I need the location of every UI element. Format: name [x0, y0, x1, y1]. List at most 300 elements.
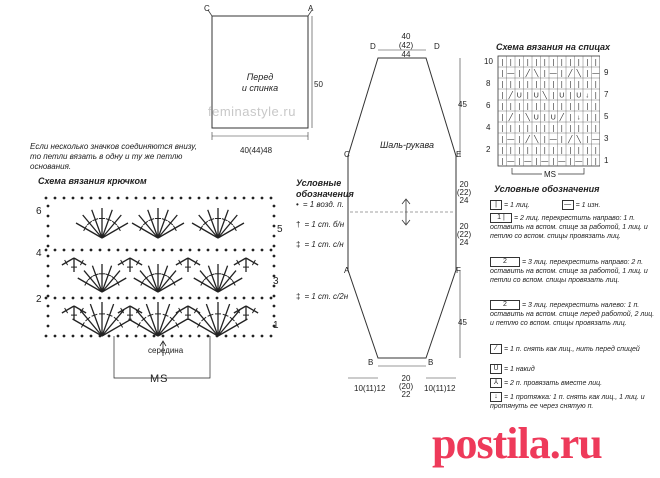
stitch-line	[118, 306, 130, 313]
chain-dot	[144, 249, 147, 252]
knit-cell-symbol: —	[524, 158, 532, 166]
knit-cell-symbol: |	[543, 81, 546, 89]
knit-cell-symbol: |	[552, 81, 555, 89]
stitch-line	[158, 266, 168, 292]
knit-row-4: 4	[486, 123, 491, 132]
stitch-line	[188, 258, 200, 265]
crochet-legend-sc: = 1 ст. б/н	[304, 220, 345, 229]
knit-cell-symbol: |	[526, 125, 529, 133]
chain-dot	[198, 249, 201, 252]
chain-dot	[270, 297, 273, 300]
knit-cell-symbol: |	[543, 70, 546, 78]
chain-dot	[47, 215, 50, 218]
stitch-line	[246, 258, 258, 265]
knit-cell-symbol: |	[509, 103, 512, 111]
stitch-line	[218, 266, 228, 292]
stitch-line	[234, 306, 246, 313]
knit-cell-symbol: ╲	[576, 70, 581, 78]
stitch-line	[78, 278, 102, 292]
stitch-line	[218, 278, 242, 292]
join-note: Если несколько значков соединяются внизу, то петли вязать в одну и ту же петлю основания.	[30, 142, 197, 171]
stitch-line	[189, 319, 218, 336]
knit-cell-symbol: ╱	[508, 92, 513, 100]
chain-dot	[63, 297, 66, 300]
knit-cell-symbol: ╲	[542, 92, 547, 100]
chain-dot	[270, 249, 273, 252]
knit-row-10: 10	[484, 57, 493, 66]
knit-cell-symbol: |	[569, 81, 572, 89]
chain-dot	[162, 297, 165, 300]
chain-dot	[99, 249, 102, 252]
knit-cell-symbol: —	[592, 70, 600, 78]
knit-cell-symbol: |	[569, 158, 572, 166]
knit-cell-symbol: ╲	[534, 70, 539, 78]
chain-dot	[81, 197, 84, 200]
knit-cell-symbol: ╱	[508, 114, 513, 122]
knit-cell-symbol: |	[535, 81, 538, 89]
panel-label: Перед и спинка	[241, 72, 279, 93]
chain-dot	[273, 215, 276, 218]
knit-cell-symbol: |	[518, 147, 521, 155]
knit-cell-symbol: |	[586, 125, 589, 133]
chain-dot	[144, 335, 147, 338]
chain-dot	[171, 297, 174, 300]
knit-cell-symbol: |	[518, 136, 521, 144]
knit-cell-symbol: U	[559, 92, 565, 100]
chain-dot	[216, 197, 219, 200]
postila-logo: postila.ru	[432, 419, 602, 468]
knit-cell-symbol: |	[526, 103, 529, 111]
knit-row-1: 1	[604, 156, 609, 165]
chain-dot	[207, 249, 210, 252]
chain-dot	[47, 245, 50, 248]
knit-cell-symbol: |	[594, 103, 597, 111]
sleeve-diagram	[330, 40, 480, 400]
knit-cell-symbol: |	[569, 147, 572, 155]
knit-ms-label: MS	[544, 170, 556, 179]
knit-cell-symbol: ↓	[577, 114, 581, 122]
chain-dot	[180, 197, 183, 200]
knit-cell-symbol: |	[569, 125, 572, 133]
knit-cell-symbol: |	[501, 136, 504, 144]
knit-cell-symbol: U	[550, 114, 556, 122]
knit-cell-symbol: ╲	[525, 114, 530, 122]
knit-cell-symbol: |	[518, 81, 521, 89]
chain-dot	[117, 249, 120, 252]
chain-dot	[273, 205, 276, 208]
knit-cell-symbol: |	[594, 81, 597, 89]
treble-crochet-icon: ‡	[296, 292, 301, 301]
knit-cell-symbol: —	[507, 70, 515, 78]
knit-legend-k2tog: = 2 п. провязать вместе лиц.	[504, 379, 603, 387]
chain-dot	[63, 249, 66, 252]
chain-dot	[72, 297, 75, 300]
knit-legend-knit: = 1 лиц.	[504, 201, 530, 209]
panel-corner-a: A	[308, 4, 314, 13]
chain-dot	[252, 335, 255, 338]
sleeve-point-b-right: B	[428, 358, 434, 367]
knit-row-2: 2	[486, 145, 491, 154]
sleeve-side-bottom-2: (22)	[456, 230, 472, 239]
chain-dot	[47, 295, 50, 298]
chain-dot	[47, 325, 50, 328]
chain-dot	[225, 249, 228, 252]
chain-dot	[72, 335, 75, 338]
chain-dot	[47, 235, 50, 238]
sleeve-side-top-1: 20	[459, 180, 469, 189]
knit-cell-symbol: |	[543, 59, 546, 67]
chain-dot	[273, 265, 276, 268]
chain-dot	[81, 335, 84, 338]
knit-row-3: 3	[604, 134, 609, 143]
knit-cell-symbol: |	[569, 103, 572, 111]
knit-legend-purl: = 1 изн.	[575, 201, 601, 209]
chain-dot	[273, 315, 276, 318]
stitch-line	[74, 306, 86, 313]
sleeve-height-bottom: 45	[458, 318, 467, 327]
knit-cell-symbol: U	[533, 92, 539, 100]
chain-dot	[54, 297, 57, 300]
stitch-line	[146, 304, 158, 336]
knit-cell-symbol: |	[560, 70, 563, 78]
knit-cell-symbol: |	[569, 59, 572, 67]
cross-right-3-icon: 2	[490, 257, 520, 267]
chain-dot	[243, 335, 246, 338]
chain-dot	[45, 297, 48, 300]
stitch-line	[208, 210, 218, 238]
knit-cell-symbol: —	[549, 136, 557, 144]
chain-dot	[90, 335, 93, 338]
sleeve-top-width-1: 40	[401, 32, 411, 41]
crochet-legend-dc: = 1 ст. с/н	[304, 240, 344, 249]
chain-dot	[47, 205, 50, 208]
knit-cell-symbol: |	[501, 103, 504, 111]
stitch-line	[92, 210, 102, 238]
knit-cell-symbol: U	[533, 114, 539, 122]
stitch-line	[148, 266, 158, 292]
knit-cell-symbol: |	[560, 147, 563, 155]
chain-dot	[117, 335, 120, 338]
stitch-line	[76, 223, 102, 238]
knit-cell-symbol: |	[501, 70, 504, 78]
stitch-line	[158, 304, 170, 336]
crochet-legend-chain: = 1 возд. п.	[302, 200, 344, 209]
stitch-line	[92, 266, 102, 292]
chain-dot	[261, 249, 264, 252]
stitch-line	[102, 319, 131, 336]
sleeve-side-top-2: (22)	[456, 188, 472, 197]
knit-cell-symbol: |	[586, 103, 589, 111]
chain-dot	[99, 297, 102, 300]
stitch-line	[102, 223, 128, 238]
chain-dot	[90, 249, 93, 252]
stitch-line	[218, 319, 247, 336]
knit-cell-symbol: ╱	[525, 70, 530, 78]
knit-cell-symbol: ↓	[585, 92, 589, 100]
knit-row-9: 9	[604, 68, 609, 77]
chain-dot	[225, 297, 228, 300]
knit-cell-symbol: |	[509, 81, 512, 89]
chain-dot	[261, 197, 264, 200]
stitch-line	[176, 258, 188, 265]
knit-row-7: 7	[604, 90, 609, 99]
knit-cell-symbol: |	[560, 136, 563, 144]
chain-dot	[189, 335, 192, 338]
chain-dot	[234, 335, 237, 338]
crochet-row-4: 4	[36, 248, 42, 259]
knit-cell-symbol: |	[518, 70, 521, 78]
chain-dot	[47, 225, 50, 228]
stitch-line	[102, 278, 126, 292]
chain-dot	[189, 249, 192, 252]
knit-cell-symbol: |	[594, 147, 597, 155]
knit-cell-symbol: |	[509, 147, 512, 155]
knit-cell-symbol: |	[586, 114, 589, 122]
chain-dot	[225, 335, 228, 338]
knit-cell-symbol: ╲	[576, 136, 581, 144]
cross-left-3-icon: 2	[490, 300, 520, 310]
chain-dot	[273, 295, 276, 298]
chain-dot	[54, 335, 57, 338]
double-crochet-icon: ‡	[296, 240, 301, 249]
knit-cell-symbol: |	[535, 59, 538, 67]
chain-dot	[225, 197, 228, 200]
slip-stitch-icon: ⁄	[490, 344, 502, 354]
stitch-line	[188, 306, 200, 313]
sleeve-side-bottom-1: 20	[459, 222, 469, 231]
stitch-line	[176, 306, 188, 313]
knit-cell-symbol: |	[501, 92, 504, 100]
chain-dot	[90, 297, 93, 300]
panel-height: 50	[314, 80, 323, 89]
chain-dot	[99, 197, 102, 200]
knit-cell-symbol: —	[592, 136, 600, 144]
center-label: середина	[148, 346, 184, 355]
chain-dot	[252, 197, 255, 200]
knit-legend-title: Условные обозначения	[494, 184, 600, 194]
chain-dot	[198, 297, 201, 300]
chain-dot	[63, 335, 66, 338]
sleeve-right-height: 10(11)12	[424, 384, 456, 393]
yarn-over-icon: U	[490, 364, 502, 374]
sleeve-left-height: 10(11)12	[354, 384, 386, 393]
chain-dot	[234, 297, 237, 300]
chain-dot	[243, 297, 246, 300]
chain-dot	[126, 335, 129, 338]
knit-legend-cross-left-3: = 3 лиц. перекрестить налево: 1 п. оставить на вспом. спице перед работой, 2 лиц. и петлю со вспом. спицы провязать лиц.	[490, 301, 655, 327]
crochet-row-3: 3	[273, 276, 279, 287]
sleeve-bottom-width-2: (20)	[398, 382, 414, 391]
chain-dot	[153, 297, 156, 300]
knit-cell-symbol: ╱	[568, 70, 573, 78]
knit-legend-cross-right-2: = 2 лиц. перекрестить направо: 1 п. оставить на вспом. спице за работой, 1 лиц. и петлю со вспом. спицы провязать лиц.	[490, 214, 648, 240]
knit-cell-symbol: |	[577, 59, 580, 67]
chain-dot	[270, 197, 273, 200]
stitch-line	[158, 223, 184, 238]
chain-dot	[63, 197, 66, 200]
chain-dot	[45, 249, 48, 252]
knit-cell-symbol: |	[594, 59, 597, 67]
stitch-line	[90, 304, 102, 336]
crochet-legend-title: Условные обозначения	[296, 178, 354, 199]
stitch-line	[102, 266, 112, 292]
knit-cell-symbol: —	[507, 158, 515, 166]
sleeve-point-d-right: D	[434, 42, 440, 51]
chain-dot	[72, 249, 75, 252]
knit-cell-symbol: —	[558, 158, 566, 166]
knit-cell-symbol: |	[569, 92, 572, 100]
knit-cell-symbol: |	[586, 81, 589, 89]
single-crochet-icon: †	[296, 220, 301, 229]
chain-dot	[47, 265, 50, 268]
knit-cell-symbol: |	[518, 114, 521, 122]
chain-dot	[47, 315, 50, 318]
chain-dot	[45, 335, 48, 338]
knit-cell-symbol: |	[509, 59, 512, 67]
chain-dot	[108, 249, 111, 252]
stitch-line	[158, 319, 187, 336]
chain-dot	[126, 249, 129, 252]
chain-dot	[162, 197, 165, 200]
knit-cell-symbol: |	[594, 92, 597, 100]
stitch-line	[62, 258, 74, 265]
stitch-line	[132, 223, 158, 238]
chain-dot	[135, 335, 138, 338]
chain-dot	[45, 197, 48, 200]
sleeve-top-width-3: 44	[401, 50, 411, 59]
chain-dot	[54, 197, 57, 200]
chain-dot	[243, 249, 246, 252]
chain-dot	[273, 245, 276, 248]
knit-cell-symbol: |	[594, 114, 597, 122]
chain-dot	[216, 297, 219, 300]
chain-dot	[47, 285, 50, 288]
knit-cell-symbol: |	[577, 81, 580, 89]
crochet-chart	[30, 186, 300, 396]
chain-dot	[189, 297, 192, 300]
watermark: feminastyle.ru	[208, 104, 296, 119]
chain-dot	[72, 197, 75, 200]
knit-cell-symbol: |	[552, 158, 555, 166]
stitch-line	[158, 210, 168, 238]
stitch-line	[218, 210, 228, 238]
chain-dot	[180, 249, 183, 252]
knit-cell-symbol: |	[586, 136, 589, 144]
chain-dot	[81, 297, 84, 300]
knit-cell-symbol: |	[552, 103, 555, 111]
stitch-line	[234, 258, 246, 265]
chain-dot	[153, 249, 156, 252]
knit-cell-symbol: —	[575, 158, 583, 166]
knit-cell-symbol: |	[560, 125, 563, 133]
chain-dot	[108, 335, 111, 338]
chain-dot	[273, 255, 276, 258]
sleeve-bottom-width-1: 20	[401, 374, 411, 383]
knit-cell-symbol: |	[535, 125, 538, 133]
stitch-line	[62, 306, 74, 313]
knit-cell-symbol: |	[586, 158, 589, 166]
chain-dot	[153, 335, 156, 338]
stitch-line	[194, 278, 218, 292]
knit-cell-symbol: —	[549, 70, 557, 78]
chain-dot	[47, 275, 50, 278]
knit-cell-symbol: |	[560, 81, 563, 89]
chain-dot	[171, 335, 174, 338]
knit-legend-yarn-over: = 1 накид	[504, 365, 535, 373]
knit-cell-symbol: |	[543, 103, 546, 111]
knit-cell-symbol: |	[501, 59, 504, 67]
knit-chart	[496, 54, 600, 178]
stitch-line	[130, 306, 142, 313]
chain-dot	[273, 305, 276, 308]
chain-dot	[144, 297, 147, 300]
sleeve-bottom-width-3: 22	[401, 390, 411, 399]
chain-dot	[54, 249, 57, 252]
stitch-line	[74, 258, 86, 265]
stitch-line	[118, 258, 130, 265]
chain-dot	[261, 335, 264, 338]
knit-cell-symbol: |	[526, 92, 529, 100]
chain-dot	[108, 197, 111, 200]
knit-cell-symbol: |	[518, 125, 521, 133]
knit-cell-symbol: U	[516, 92, 522, 100]
knit-cell-symbol: |	[586, 147, 589, 155]
knit-cell-symbol: |	[543, 147, 546, 155]
knit-stitch-icon: |	[490, 200, 502, 210]
chain-dot	[273, 225, 276, 228]
knit-cell-symbol: ╲	[534, 136, 539, 144]
knit-cell-symbol: —	[541, 158, 549, 166]
knit-cell-symbol: |	[552, 147, 555, 155]
chain-dot	[189, 197, 192, 200]
knit-cell-symbol: ╱	[525, 136, 530, 144]
chain-dot	[90, 197, 93, 200]
knit-cell-symbol: |	[569, 114, 572, 122]
ssk-icon: ↓	[490, 392, 502, 402]
knit-cell-symbol: |	[535, 158, 538, 166]
chain-dot	[198, 335, 201, 338]
knit-cell-symbol: —	[507, 136, 515, 144]
chain-dot	[162, 335, 165, 338]
chain-dot	[135, 249, 138, 252]
knit-cell-symbol: |	[501, 81, 504, 89]
knit-cell-symbol: |	[577, 103, 580, 111]
cross-right-2-icon: 1 |	[490, 213, 512, 223]
chain-dot	[234, 249, 237, 252]
chain-dot	[270, 335, 273, 338]
chain-dot	[47, 305, 50, 308]
chain-dot	[135, 197, 138, 200]
chain-dot	[243, 197, 246, 200]
chain-dot	[135, 297, 138, 300]
chain-dot	[180, 335, 183, 338]
knit-cell-symbol: |	[535, 147, 538, 155]
crochet-row-6: 6	[36, 206, 42, 217]
knit-cell-symbol: |	[543, 125, 546, 133]
chain-dot	[81, 249, 84, 252]
knit-cell-symbol: |	[518, 103, 521, 111]
knit-cell-symbol: ╱	[559, 114, 564, 122]
crochet-legend-tr: = 1 ст. с/2н	[304, 292, 349, 301]
knit-cell-symbol: |	[577, 125, 580, 133]
knit-cell-symbol: |	[526, 147, 529, 155]
knit-row-6: 6	[486, 101, 491, 110]
knit-cell-symbol: |	[526, 81, 529, 89]
k2tog-icon: ⅄	[490, 378, 502, 388]
chain-dot	[117, 197, 120, 200]
knit-cell-symbol: ╱	[568, 136, 573, 144]
chain-dot	[273, 235, 276, 238]
